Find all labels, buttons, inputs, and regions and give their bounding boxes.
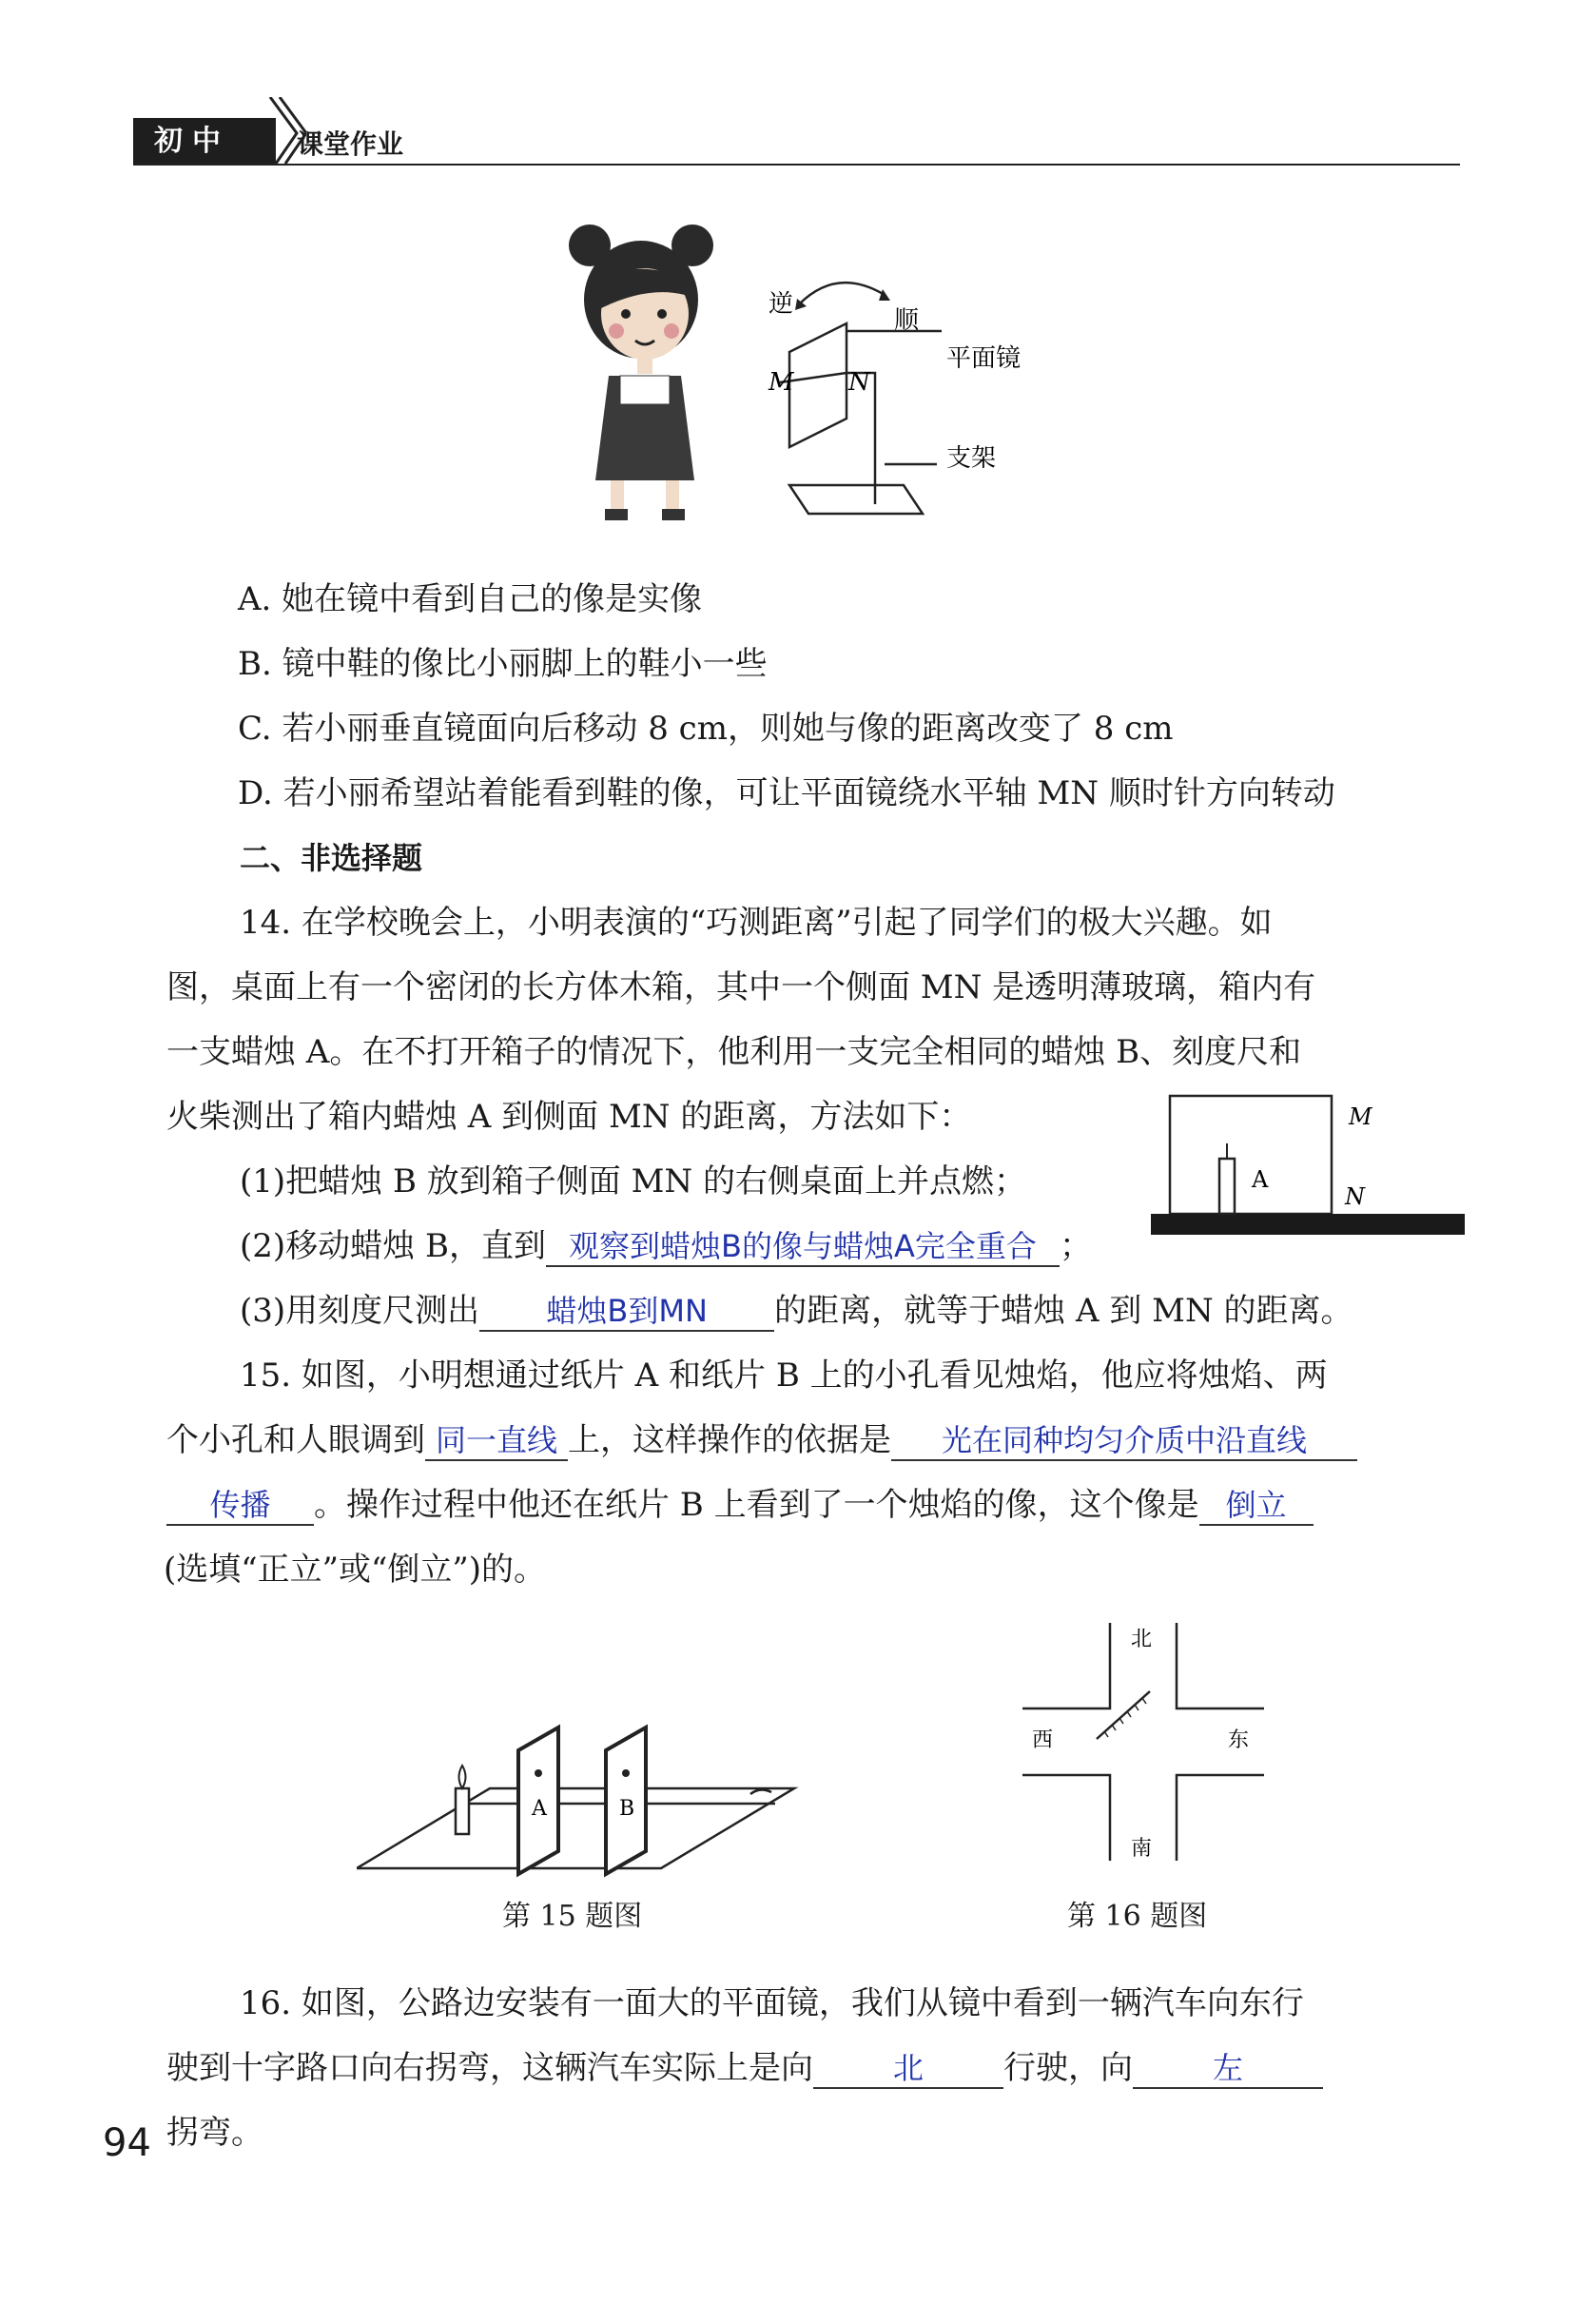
q15-answer2a: 光在同种均匀介质中沿直线 xyxy=(891,1421,1357,1461)
q14-fig-label-a: A xyxy=(1252,1166,1269,1193)
q13-option-a: A. 她在镜中看到自己的像是实像 xyxy=(238,580,703,618)
q14-line1: 14. 在学校晚会上，小明表演的“巧测距离”引起了同学们的极大兴趣。如 xyxy=(240,904,1273,942)
header-rule xyxy=(133,164,1460,166)
q14-line4: 火柴测出了箱内蜡烛 A 到侧面 MN 的距离，方法如下： xyxy=(166,1098,972,1136)
q15-answer1: 同一直线 xyxy=(425,1421,568,1461)
q15-line2-prefix: 个小孔和人眼调到 xyxy=(166,1421,425,1459)
q15-line3 xyxy=(166,1486,1314,1526)
label-clockwise: 顺 xyxy=(894,306,920,335)
q16-line2-prefix: 驶到十字路口向右拐弯，这辆汽车实际上是向 xyxy=(166,2049,813,2087)
q14-step3-suffix: 的距离，就等于蜡烛 A 到 MN 的距离。 xyxy=(774,1292,1353,1330)
q15-fig-label-b: B xyxy=(619,1797,635,1821)
label-stand: 支架 xyxy=(946,444,997,473)
q13-option-b: B. 镜中鞋的像比小丽脚上的鞋小一些 xyxy=(238,645,768,683)
q15-line4: (选填“正立”或“倒立”)的。 xyxy=(164,1551,547,1589)
header-subtitle: 课堂作业 xyxy=(297,128,404,160)
mirror-figure xyxy=(561,219,1056,523)
q15-answer3: 倒立 xyxy=(1199,1486,1314,1526)
q14-step3-prefix: (3)用刻度尺测出 xyxy=(240,1292,480,1330)
q14-step2-answer: 观察到蜡烛B的像与蜡烛A完全重合 xyxy=(546,1227,1060,1267)
q15-figure xyxy=(357,1712,804,1884)
q16-line3: 拐弯。 xyxy=(166,2114,263,2152)
q14-step1: (1)把蜡烛 B 放到箱子侧面 MN 的右侧桌面上并点燃； xyxy=(240,1162,1026,1201)
q16-intersection-figure xyxy=(1013,1617,1279,1874)
q14-step2-suffix: ； xyxy=(1059,1227,1092,1265)
q16-caption: 第 16 题图 xyxy=(1067,1900,1208,1933)
girl-illustration xyxy=(569,224,713,520)
page-number: 94 xyxy=(103,2121,151,2165)
q15-answer2b: 传播 xyxy=(166,1486,314,1526)
q13-option-c: C. 若小丽垂直镜面向后移动 8 cm，则她与像的距离改变了 8 cm xyxy=(238,710,1174,748)
q15-caption: 第 15 题图 xyxy=(502,1900,643,1933)
q14-line3: 一支蜡烛 A。在不打开箱子的情况下，他利用一支完全相同的蜡烛 B、刻度尺和 xyxy=(166,1033,1302,1071)
mirror-label-n: N xyxy=(848,368,870,397)
q16-answer1: 北 xyxy=(813,2049,1003,2089)
q15-fig-label-a: A xyxy=(532,1797,547,1821)
q16-answer2: 左 xyxy=(1133,2049,1323,2089)
q13-option-d: D. 若小丽希望站着能看到鞋的像，可让平面镜绕水平轴 MN 顺时针方向转动 xyxy=(238,774,1335,812)
q14-step3 xyxy=(240,1292,1353,1332)
q16-line1: 16. 如图，公路边安装有一面大的平面镜，我们从镜中看到一辆汽车向东行 xyxy=(240,1984,1304,2022)
q14-box-figure xyxy=(1151,1092,1465,1244)
q15-line3-mid: 。操作过程中他还在纸片 B 上看到了一个烛焰的像，这个像是 xyxy=(314,1486,1199,1524)
q14-fig-label-n: N xyxy=(1345,1183,1365,1210)
q14-fig-label-m: M xyxy=(1349,1103,1372,1130)
q15-line2 xyxy=(166,1421,1357,1461)
mirror-label-m: M xyxy=(769,368,794,397)
q16-line2-mid: 行驶，向 xyxy=(1003,2049,1133,2087)
q16-label-south: 南 xyxy=(1131,1837,1153,1861)
q15-line1: 15. 如图，小明想通过纸片 A 和纸片 B 上的小孔看见烛焰，他应将烛焰、两 xyxy=(240,1357,1328,1395)
q14-line2: 图，桌面上有一个密闭的长方体木箱，其中一个侧面 MN 是透明薄玻璃，箱内有 xyxy=(166,968,1316,1006)
q16-line2 xyxy=(166,2049,1323,2089)
q15-line2-mid: 上，这样操作的依据是 xyxy=(568,1421,891,1459)
section-title: 二、非选择题 xyxy=(240,840,423,876)
q16-label-north: 北 xyxy=(1131,1628,1153,1651)
q16-label-east: 东 xyxy=(1228,1728,1250,1752)
header-tag: 初中 xyxy=(133,118,276,166)
q14-step2 xyxy=(240,1227,1092,1267)
q16-label-west: 西 xyxy=(1032,1728,1054,1752)
label-counterclockwise: 逆 xyxy=(769,290,794,319)
label-plane-mirror: 平面镜 xyxy=(946,344,1022,373)
q14-step2-prefix: (2)移动蜡烛 B，直到 xyxy=(240,1227,546,1265)
q14-step3-answer: 蜡烛B到MN xyxy=(479,1292,774,1332)
